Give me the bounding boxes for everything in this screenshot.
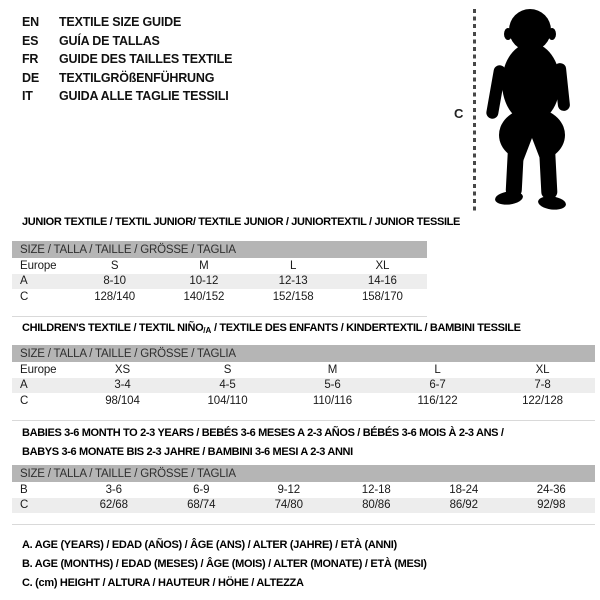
title-line-1: BABIES 3-6 MONTH TO 2-3 YEARS / BEBÉS 3-6 MESES A 2-3 AÑOS / BÉBÉS 3-6 MOIS À 2-3 ANS / [22,427,504,439]
lang-code: ES [22,33,39,48]
table-cell: S [223,363,232,376]
table-cell: 7-8 [534,379,551,392]
lang-row [22,69,232,88]
row-label: Europe [20,259,57,272]
size-header-bar: SIZE / TALLA / TAILLE / GRÖSSE / TAGLIA [12,345,595,362]
table-cell: 80/86 [362,499,391,512]
row-label: B [20,483,28,496]
table-bottom-rule [12,316,427,317]
section-title-junior: JUNIOR TEXTILE / TEXTIL JUNIOR/ TEXTILE JUNIOR / JUNIORTEXTIL / JUNIOR TESSILE [22,216,461,228]
table-cell: 86/92 [449,499,478,512]
table-cell: L [289,259,297,272]
legend-line-c: C. (cm) HEIGHT / ALTURA / HAUTEUR / HÖHE / ALTEZZA [22,577,304,590]
lang-code: FR [22,52,39,67]
table-cell: M [327,363,338,376]
table-bottom-rule [12,420,595,421]
table-cell: L [434,363,441,376]
table-cell: 24-36 [536,483,566,496]
table-cell: 152/158 [272,290,314,303]
table-row [12,274,427,290]
row-label: Europe [20,363,57,376]
height-measure-line [473,9,476,212]
lang-title: GUÍA DE TALLAS [59,33,160,48]
table-cell: 5-6 [324,379,341,392]
table-cell: 8-10 [103,275,126,288]
table-cell: 14-16 [367,275,397,288]
row-label: C [20,499,29,512]
table-cell: 128/140 [94,290,136,303]
lang-row [22,87,232,106]
legend-line-a: A. AGE (YEARS) / EDAD (AÑOS) / ÂGE (ANS) / ALTER (JAHRE) / ETÀ (ANNI) [22,539,397,551]
table-cell: 3-6 [105,483,122,496]
table-cell: 9-12 [277,483,301,496]
table-cell: 140/152 [183,290,225,303]
table-bottom-rule [12,524,595,525]
lang-title: GUIDE DES TAILLES TEXTILE [59,52,233,67]
lang-code: DE [22,70,39,85]
title-pre: CHILDREN'S TEXTILE / TEXTIL NIÑO [22,322,204,334]
legend-line-b: B. AGE (MONTHS) / EDAD (MESES) / ÂGE (MOIS) / ALTER (MONATE) / ETÀ (MESI) [22,558,427,571]
size-table-junior [12,241,427,317]
table-cell: M [199,259,209,272]
size-header-bar: SIZE / TALLA / TAILLE / GRÖSSE / TAGLIA [12,241,427,258]
table-cell: 92/98 [537,499,566,512]
table-cell: 68/74 [187,499,216,512]
table-cell: 4-5 [219,379,236,392]
row-label: A [20,275,28,288]
table-row [12,289,427,305]
table-cell: 104/110 [207,394,248,407]
table-cell: 18-24 [449,483,479,496]
lang-row [22,32,232,51]
table-cell: 158/170 [361,290,403,303]
lang-title: TEXTILGRÖßENFÜHRUNG [59,70,215,85]
table-cell: 74/80 [274,499,303,512]
table-cell: 122/128 [522,394,563,407]
table-cell: 6-9 [193,483,210,496]
table-cell: 3-4 [114,379,131,392]
table-row [12,393,595,409]
table-cell: 12-18 [361,483,391,496]
table-row [12,498,595,514]
lang-title: TEXTILE SIZE GUIDE [59,15,182,29]
table-cell: 98/104 [105,394,140,407]
section-title-children [22,322,521,335]
title-post: / TEXTILE DES ENFANTS / KINDERTEXTIL / BAMBINI TESSILE [211,322,521,334]
table-cell: XS [114,363,131,376]
lang-code: IT [22,89,33,104]
height-label: C [454,106,464,121]
row-label: C [20,394,29,407]
row-label: A [20,379,28,392]
table-cell: 62/68 [99,499,128,512]
lang-code: EN [22,15,39,29]
table-cell: 12-13 [278,275,308,288]
table-cell: S [110,259,119,272]
row-label: C [20,290,29,303]
baby-silhouette-icon [480,5,576,211]
legend [22,536,427,594]
table-cell: 110/116 [312,394,353,407]
section-title-babies [22,424,504,462]
size-table-babies [12,465,595,525]
table-row [12,258,427,274]
table-row [12,482,595,498]
size-header-bar: SIZE / TALLA / TAILLE / GRÖSSE / TAGLIA [12,465,595,482]
table-cell: XL [535,363,550,376]
title-subscript: /A [203,326,212,335]
size-table-children [12,345,595,421]
table-row [12,378,595,394]
table-cell: 6-7 [429,379,446,392]
lang-row [22,13,232,32]
table-row [12,362,595,378]
lang-title: GUIDA ALLE TAGLIE TESSILI [59,89,229,104]
table-cell: 116/122 [417,394,458,407]
table-cell: XL [375,259,390,272]
table-cell: 10-12 [189,275,219,288]
language-guide [22,13,232,106]
title-line-2: BABYS 3-6 MONATE BIS 2-3 JAHRE / BAMBINI 3-6 MESI A 2-3 ANNI [22,446,353,458]
lang-row [22,50,232,69]
